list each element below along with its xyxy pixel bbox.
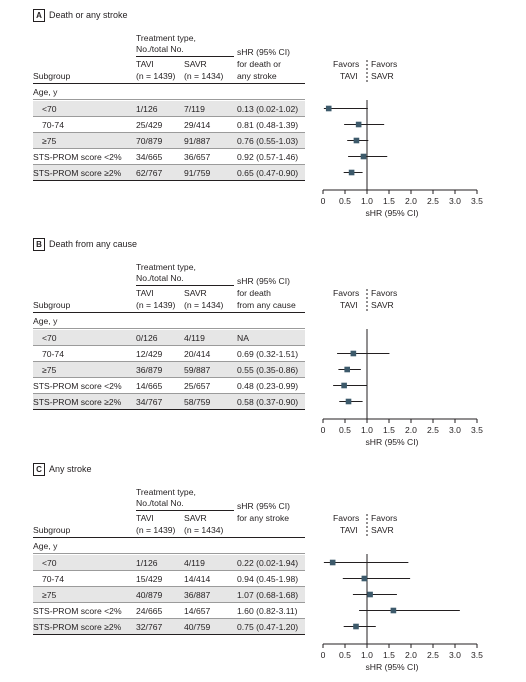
savr-count: 91/887 [184,136,211,146]
hr-value: 0.94 (0.45-1.98) [237,574,299,584]
savr-count: 29/414 [184,120,211,130]
tavi-count: 32/767 [136,622,163,632]
savr-n-header: (n = 1434) [184,300,224,310]
savr-count: 36/657 [184,152,211,162]
row-shade [33,330,305,345]
x-tick-label: 0.5 [339,650,351,660]
subgroup-label: 70-74 [42,574,64,584]
header-rule [33,537,305,538]
savr-count: 14/414 [184,574,211,584]
panel-title: Death from any cause [49,239,138,249]
tavi-header: TAVI [136,59,154,69]
hr-point [344,367,350,373]
treatment-header-line1: Treatment type, [136,487,196,497]
favors-savr-label-2: SAVR [371,525,394,535]
savr-count: 4/119 [184,333,205,343]
savr-count: 25/657 [184,381,211,391]
hr-header-line1: sHR (95% CI) [237,276,291,286]
hr-value: 0.76 (0.55-1.03) [237,136,299,146]
x-axis-label: sHR (95% CI) [365,208,419,218]
subgroup-label: 70-74 [42,349,64,359]
subgroup-label: ≥75 [42,365,57,375]
favors-tavi-label-1: Favors [333,288,360,298]
favors-savr-label-1: Favors [371,513,398,523]
subgroup-label: STS-PROM score <2% [33,152,122,162]
hr-value: 0.13 (0.02-1.02) [237,104,299,114]
forest-plot [305,237,505,447]
subgroup-label: <70 [42,558,57,568]
x-axis-label: sHR (95% CI) [365,662,419,672]
age-label: Age, y [33,541,58,551]
panel-label [33,8,128,22]
x-tick-label: 3.0 [449,196,461,206]
hr-value: 0.48 (0.23-0.99) [237,381,299,391]
hr-point [341,383,347,389]
hr-header-line2: for death or [237,59,281,69]
hr-point [349,170,355,176]
hr-point [351,351,357,357]
row-rule [33,180,305,181]
age-label: Age, y [33,316,58,326]
x-tick-label: 3.0 [449,425,461,435]
tavi-count: 1/126 [136,104,158,114]
favors-tavi-label-2: TAVI [340,300,358,310]
panel-title: Death or any stroke [49,10,128,20]
subgroup-header: Subgroup [33,525,71,535]
treatment-header-line1: Treatment type, [136,33,196,43]
subgroup-label: ≥75 [42,590,57,600]
treatment-header-line2: No./total No. [136,273,184,283]
subgroup-header: Subgroup [33,71,71,81]
x-tick-label: 0 [320,650,326,660]
forest-plot [305,8,505,218]
hr-value: 0.81 (0.48-1.39) [237,120,299,130]
x-tick-label: 2.5 [427,650,439,660]
savr-count: 4/119 [184,558,205,568]
hr-value: 0.22 (0.02-1.94) [237,558,299,568]
x-tick-label: 2.0 [405,425,417,435]
hr-point [353,624,359,630]
savr-header: SAVR [184,288,207,298]
subgroup-label: STS-PROM score <2% [33,606,122,616]
panel-label [33,462,92,476]
favors-tavi-label-2: TAVI [340,71,358,81]
panel-a [0,8,526,228]
hr-header-line1: sHR (95% CI) [237,501,291,511]
tavi-count: 0/126 [136,333,158,343]
favors-tavi-label-2: TAVI [340,525,358,535]
hr-point [356,122,362,128]
row-rule [33,570,305,571]
x-tick-label: 3.0 [449,650,461,660]
tavi-count: 70/879 [136,136,163,146]
subgroup-label: STS-PROM score ≥2% [33,168,122,178]
tavi-count: 40/879 [136,590,163,600]
savr-count: 40/759 [184,622,211,632]
forest-plot [305,462,505,672]
x-tick-label: 2.5 [427,196,439,206]
tavi-count: 34/767 [136,397,163,407]
favors-tavi-label-1: Favors [333,513,360,523]
treatment-underline [136,56,234,57]
row-rule [33,553,305,554]
x-tick-label: 1.0 [361,196,373,206]
x-tick-label: 2.0 [405,650,417,660]
tavi-count: 36/879 [136,365,163,375]
x-tick-label: 1.5 [383,425,395,435]
header-rule [33,83,305,84]
x-axis-label: sHR (95% CI) [365,437,419,447]
hr-header-line1: sHR (95% CI) [237,47,291,57]
x-tick-label: 0 [320,425,326,435]
tavi-count: 25/429 [136,120,163,130]
tavi-header: TAVI [136,513,154,523]
favors-savr-label-1: Favors [371,59,398,69]
savr-count: 7/119 [184,104,205,114]
panel-letter: C [33,463,45,476]
hr-value: 0.55 (0.35-0.86) [237,365,299,375]
panel-b [0,237,526,457]
tavi-count: 34/665 [136,152,163,162]
panel-letter: A [33,9,45,22]
savr-header: SAVR [184,59,207,69]
hr-header-line3: any stroke [237,71,277,81]
x-tick-label: 2.5 [427,425,439,435]
savr-count: 36/887 [184,590,211,600]
savr-count: 14/657 [184,606,211,616]
row-rule [33,148,305,149]
subgroup-label: STS-PROM score ≥2% [33,397,122,407]
subgroup-label: <70 [42,104,57,114]
hr-point [326,106,332,112]
x-tick-label: 3.5 [471,425,483,435]
hr-value: NA [237,333,249,343]
tavi-count: 1/126 [136,558,158,568]
hr-value: 0.58 (0.37-0.90) [237,397,299,407]
hr-point [367,592,373,598]
hr-point [354,138,360,144]
savr-n-header: (n = 1434) [184,525,224,535]
savr-count: 59/887 [184,365,211,375]
row-rule [33,345,305,346]
tavi-count: 24/665 [136,606,163,616]
savr-header: SAVR [184,513,207,523]
hr-point [346,399,352,405]
tavi-count: 15/429 [136,574,163,584]
hr-value: 0.69 (0.32-1.51) [237,349,299,359]
panel-letter: B [33,238,45,251]
tavi-n-header: (n = 1439) [136,71,176,81]
hr-point [391,608,397,614]
favors-savr-label-2: SAVR [371,71,394,81]
hr-point [362,576,368,582]
row-rule [33,116,305,117]
savr-count: 20/414 [184,349,211,359]
x-tick-label: 1.0 [361,650,373,660]
x-tick-label: 3.5 [471,196,483,206]
hr-header-line2: for any stroke [237,513,290,523]
treatment-header-line1: Treatment type, [136,262,196,272]
tavi-count: 12/429 [136,349,163,359]
treatment-underline [136,285,234,286]
hr-value: 0.75 (0.47-1.20) [237,622,299,632]
row-rule [33,328,305,329]
panel-label [33,237,137,251]
row-rule [33,409,305,410]
tavi-count: 14/665 [136,381,163,391]
x-tick-label: 0.5 [339,196,351,206]
hr-value: 0.65 (0.47-0.90) [237,168,299,178]
age-label: Age, y [33,87,58,97]
savr-count: 58/759 [184,397,211,407]
x-tick-label: 1.5 [383,196,395,206]
subgroup-label: 70-74 [42,120,64,130]
treatment-underline [136,510,234,511]
hr-header-line3: from any cause [237,300,296,310]
hr-value: 1.60 (0.82-3.11) [237,606,298,616]
x-tick-label: 3.5 [471,650,483,660]
subgroup-label: ≥75 [42,136,57,146]
treatment-header-line2: No./total No. [136,44,184,54]
row-rule [33,602,305,603]
tavi-n-header: (n = 1439) [136,300,176,310]
x-tick-label: 1.5 [383,650,395,660]
row-rule [33,377,305,378]
hr-value: 1.07 (0.68-1.68) [237,590,299,600]
favors-savr-label-1: Favors [371,288,398,298]
hr-header-line2: for death [237,288,271,298]
tavi-header: TAVI [136,288,154,298]
hr-point [330,560,336,566]
subgroup-label: <70 [42,333,57,343]
subgroup-label: STS-PROM score ≥2% [33,622,122,632]
favors-savr-label-2: SAVR [371,300,394,310]
x-tick-label: 0.5 [339,425,351,435]
hr-value: 0.92 (0.57-1.46) [237,152,299,162]
header-rule [33,312,305,313]
tavi-n-header: (n = 1439) [136,525,176,535]
panel-title: Any stroke [49,464,92,474]
tavi-count: 62/767 [136,168,163,178]
savr-count: 91/759 [184,168,211,178]
savr-n-header: (n = 1434) [184,71,224,81]
hr-point [361,154,367,160]
x-tick-label: 0 [320,196,326,206]
x-tick-label: 1.0 [361,425,373,435]
subgroup-header: Subgroup [33,300,71,310]
favors-tavi-label-1: Favors [333,59,360,69]
row-rule [33,99,305,100]
subgroup-label: STS-PROM score <2% [33,381,122,391]
x-tick-label: 2.0 [405,196,417,206]
treatment-header-line2: No./total No. [136,498,184,508]
panel-c [0,462,526,682]
row-rule [33,634,305,635]
